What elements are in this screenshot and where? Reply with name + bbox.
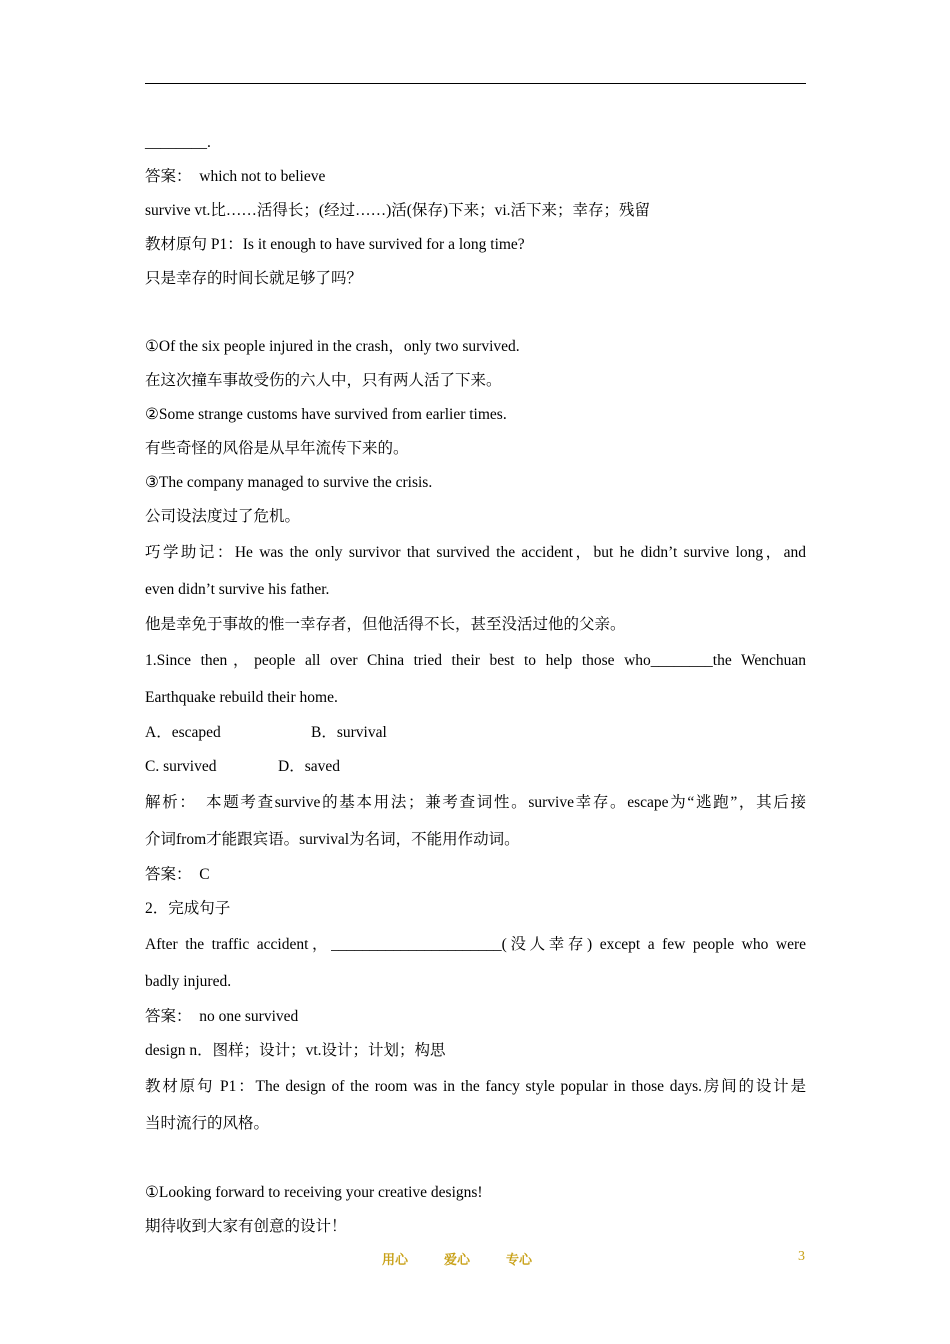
textbook-sentence: 教材原句 P1：Is it enough to have survived for a long time? [145,236,525,253]
memory-tip-translation: 他是幸免于事故的惟一幸存者，但他活得不长，甚至没活过他的父亲。 [145,616,626,633]
example-3: ③The company managed to survive the crisis. [145,474,433,491]
option-b: B．survival [311,724,387,741]
options-row-1 [145,716,806,750]
analysis: 解析： 本题考查survive的基本用法；兼考查词性。survive幸存。escape为“逃跑”，其后接 [145,794,806,811]
motto-3: 专心 [506,1253,533,1268]
translation: 只是幸存的时间长就足够了吗？ [145,270,363,287]
header-rule [145,83,806,84]
answer-line: 答案： no one survived [145,1008,299,1025]
page-number: 3 [798,1249,805,1264]
page-footer [0,1249,950,1269]
motto-2: 爱心 [444,1253,471,1268]
motto-1: 用心 [382,1253,409,1268]
example-2: ②Some strange customs have survived from earlier times. [145,406,507,423]
textbook-sentence-cont: 当时流行的风格。 [145,1115,270,1132]
option-c: C. survived [145,758,217,775]
options-row-2 [145,750,806,784]
example-2-translation: 有些奇怪的风俗是从早年流传下来的。 [145,440,409,457]
example-1: ①Looking forward to receiving your creative designs! [145,1184,483,1201]
example-3-translation: 公司设法度过了危机。 [145,508,301,525]
answer-line: 答案： which not to believe [145,168,326,185]
question-1: 1.Since then，people all over China tried their best to help those who________the Wenchuan [145,652,806,669]
memory-tip: 巧学助记：He was the only survivor that survived the accident，but he didn’t survive long，and [145,544,806,561]
question-2-heading: 2．完成句子 [145,900,231,917]
answer-line: 答案： C [145,866,210,883]
vocab-entry-survive: survive vt.比……活得长；(经过……)活(保存)下来；vi.活下来；幸存；残留 [145,202,651,219]
example-1-translation: 期待收到大家有创意的设计！ [145,1218,347,1235]
question-2-cont: badly injured. [145,973,232,990]
option-a: A．escaped [145,724,221,741]
question-1-cont: Earthquake rebuild their home. [145,689,338,706]
textbook-sentence: 教材原句 P1：The design of the room was in the fancy style popular in those days.房间的设计是 [145,1078,806,1095]
question-2: After the traffic accident，______________________(没人幸存) except a few people who were [145,936,806,953]
blank-line: ________. [145,134,211,151]
vocab-entry-design: design n．图样；设计；vt.设计；计划；构思 [145,1042,446,1059]
page-body [145,126,806,1244]
example-1-translation: 在这次撞车事故受伤的六人中，只有两人活了下来。 [145,372,502,389]
footer-motto [382,1249,568,1268]
example-1: ①Of the six people injured in the crash，only two survived. [145,338,520,355]
memory-tip-cont: even didn’t survive his father. [145,581,330,598]
option-d: D．saved [278,758,340,775]
analysis-cont: 介词from才能跟宾语。survival为名词，不能用作动词。 [145,831,520,848]
